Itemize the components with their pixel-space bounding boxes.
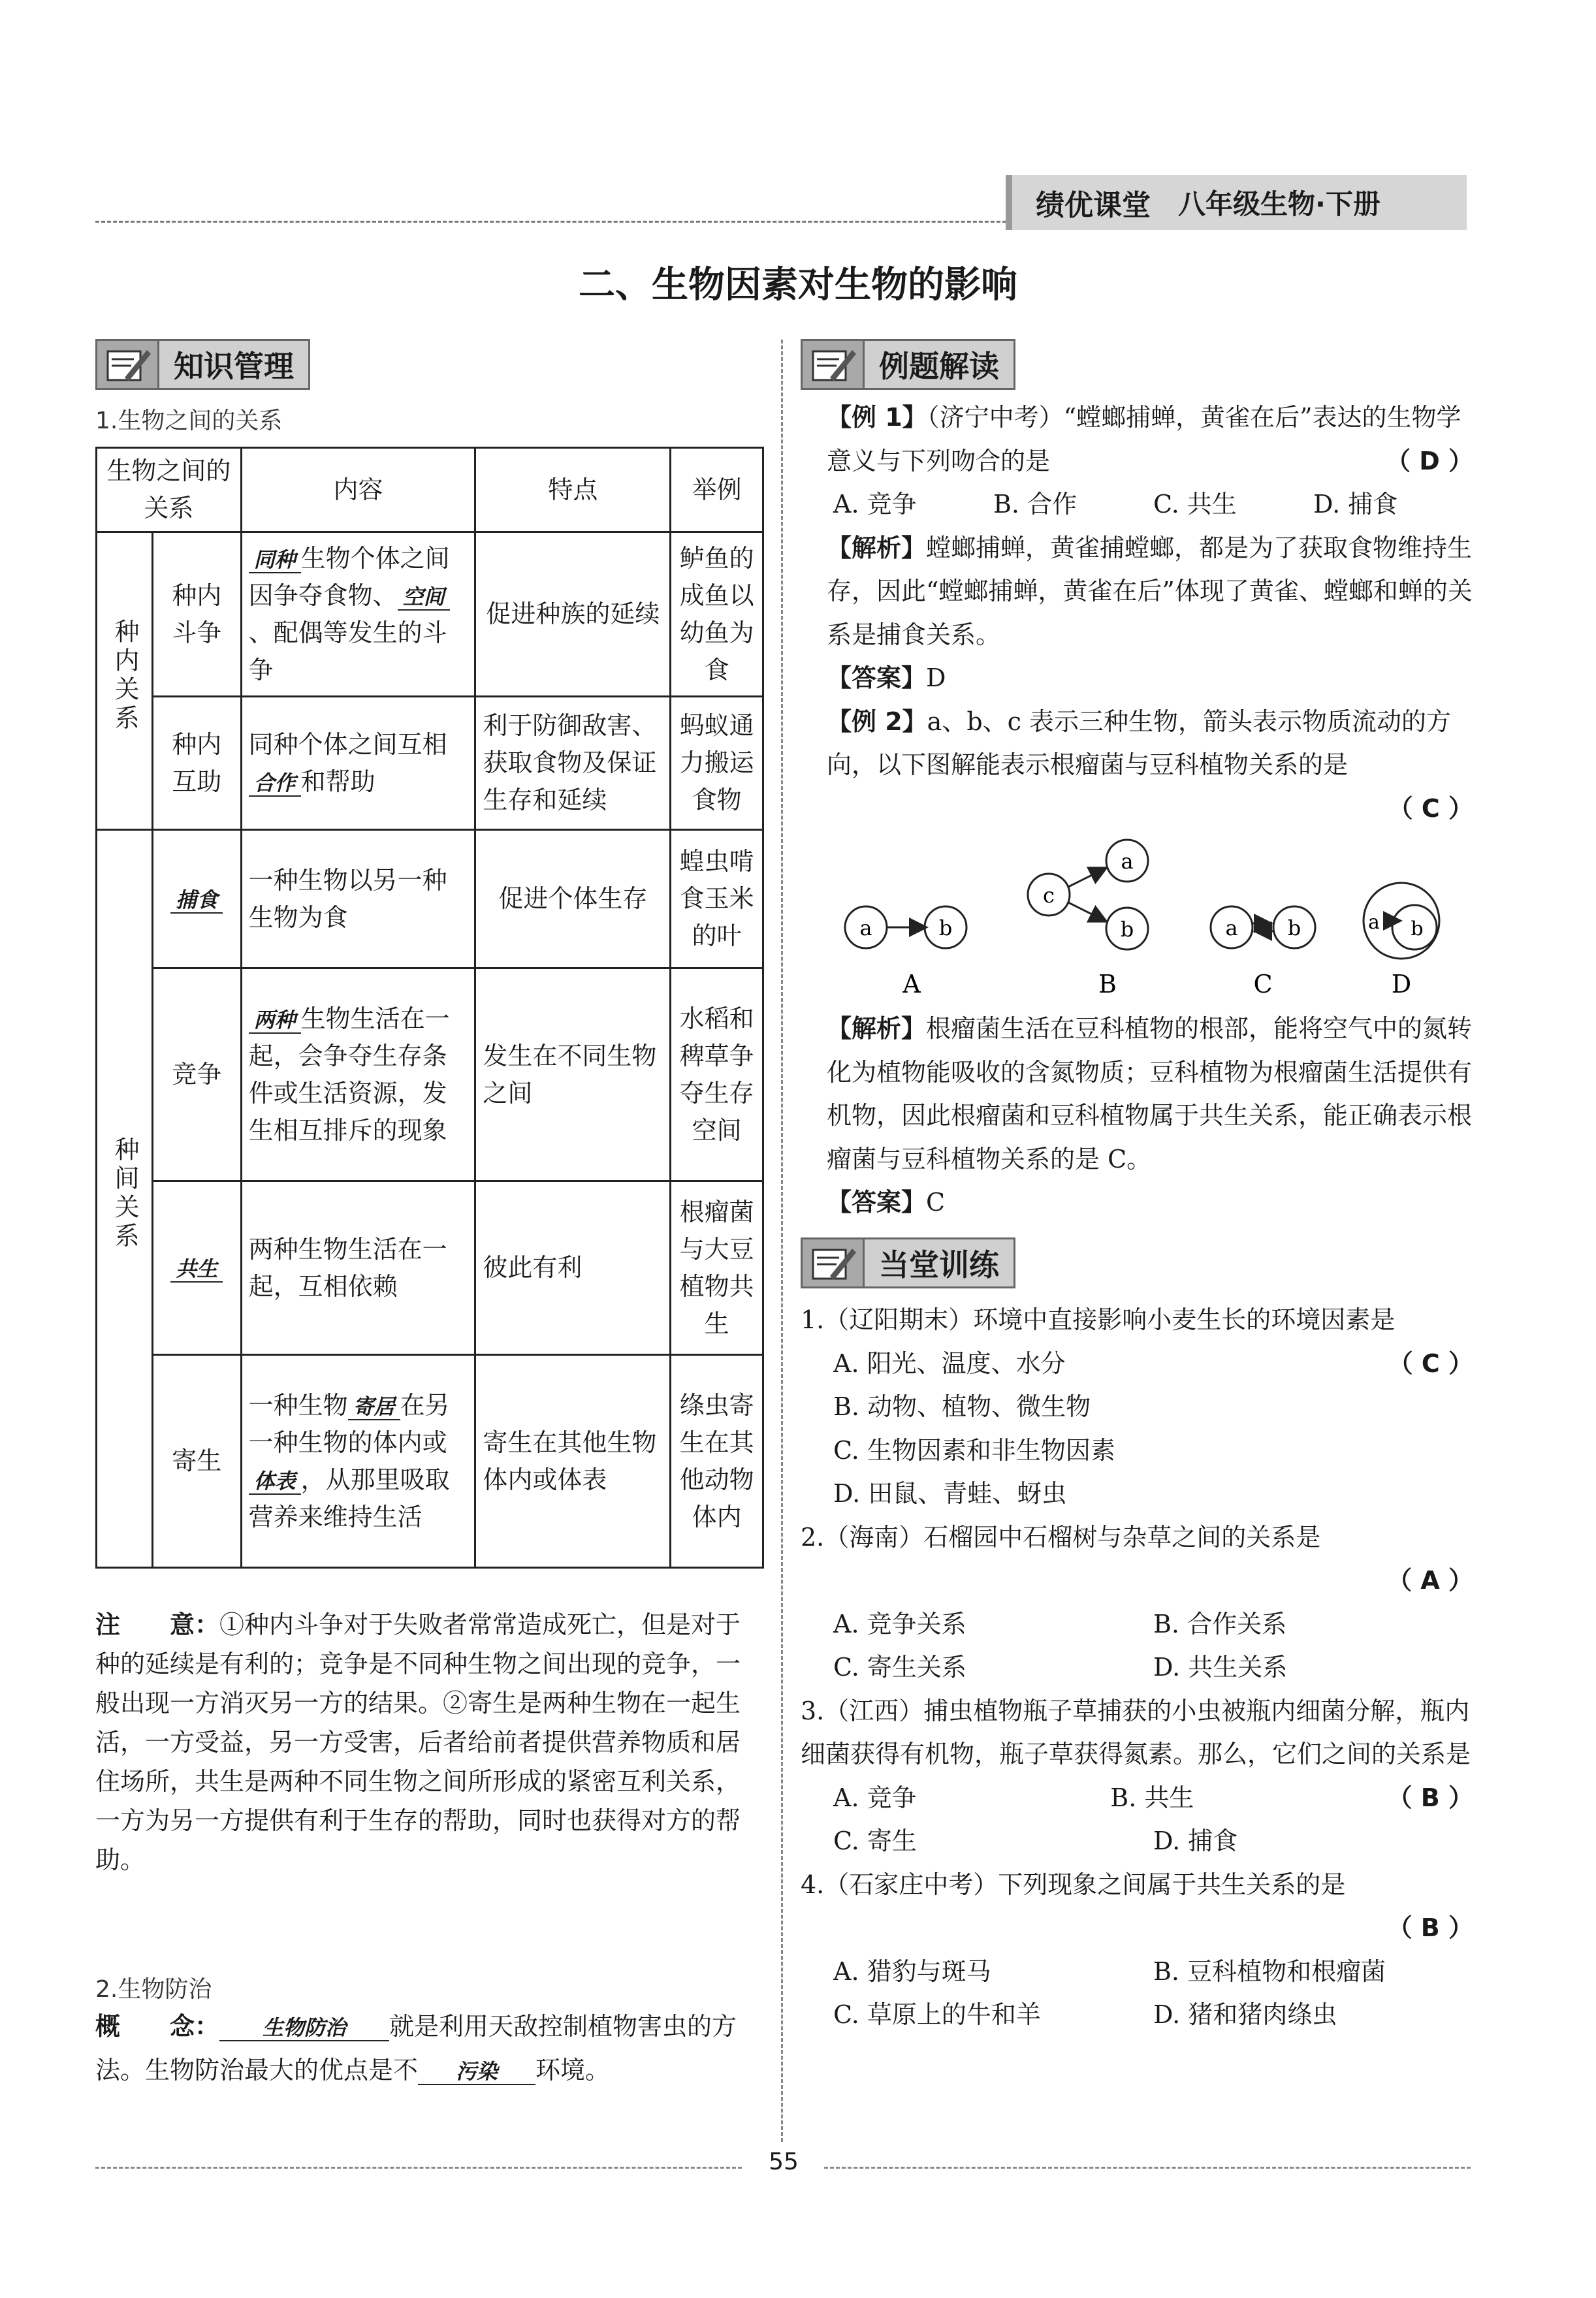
subheading-relations: 1.生物之间的关系 xyxy=(95,407,283,434)
table-header-row xyxy=(97,448,763,532)
option: B. 豆科植物和根瘤菌 xyxy=(1153,1956,1386,1986)
concept-block xyxy=(95,2005,761,2092)
table-row xyxy=(97,697,763,830)
option: D. 捕食 xyxy=(1313,490,1398,519)
row-example: 蝗虫啃食玉米的叶 xyxy=(671,830,763,968)
fill-blank: 同种 xyxy=(249,547,301,573)
concept-end: 环境。 xyxy=(535,2055,611,2084)
section-knowledge xyxy=(95,337,310,392)
fill-blank: 体表 xyxy=(249,1469,301,1495)
page-number: 55 xyxy=(769,2148,799,2175)
ex1-answer-mark: （ D ） xyxy=(1385,446,1473,475)
section-examples xyxy=(801,337,1015,392)
table-row xyxy=(97,968,763,1181)
answer-mark: （ B ） xyxy=(1387,1783,1473,1812)
option: A. 阳光、温度、水分 xyxy=(833,1348,1066,1378)
option: D. 田鼠、青蛙、蚜虫 xyxy=(833,1479,1067,1508)
options-row xyxy=(801,1993,1473,2037)
row-trait: 发生在不同生物之间 xyxy=(475,968,671,1181)
practice-questions xyxy=(801,1298,1473,2037)
option: D. 猪和猪肉绦虫 xyxy=(1153,2000,1337,2029)
ex2-answer-tag: 【答案】 xyxy=(827,1188,927,1217)
pencil-note-icon xyxy=(801,1237,865,1288)
row-content: 同种 生物个体之间因争夺食物、 空间、配偶等发生的斗争 xyxy=(241,532,475,697)
diagram-label: A xyxy=(902,970,921,998)
row-trait: 利于防御敌害、获取食物及保证生存和延续 xyxy=(475,697,671,830)
th-trait: 特点 xyxy=(475,448,671,532)
ex2-analysis: 根瘤菌生活在豆科植物的根部，能将空气中的氮转化为植物能吸收的含氮物质；豆科植物为根瘤菌生活提供有机物，因此根瘤菌和豆科植物属于共生关系，能正确表示根瘤菌与豆科植物关系的是 C。 xyxy=(827,1014,1473,1173)
example-2-analysis xyxy=(801,1007,1473,1224)
option: C. 生物因素和非生物因素 xyxy=(833,1435,1115,1465)
row-content: 一种生物以另一种生物为食 xyxy=(241,830,475,968)
node-label: a xyxy=(1121,849,1134,874)
row-example: 绦虫寄生在其他动物体内 xyxy=(671,1355,763,1568)
diagram-D xyxy=(1364,883,1439,998)
row-example: 蚂蚁通力搬运食物 xyxy=(671,697,763,830)
option: A. 竞争 xyxy=(833,1783,917,1812)
ex2-question: a、b、c 表示三种生物，箭头表示物质流动的方向，以下图解能表示根瘤菌与豆科植物关系的是 xyxy=(827,707,1452,779)
diagram-A xyxy=(845,906,966,998)
option: A. 猎豹与斑马 xyxy=(833,1956,991,1986)
fill-blank: 生物防治 xyxy=(219,2015,389,2041)
footer-rule-right xyxy=(824,2167,1471,2169)
row-example: 根瘤菌与大豆植物共生 xyxy=(671,1181,763,1355)
row-trait: 促进种族的延续 xyxy=(475,532,671,697)
node-label: a xyxy=(859,916,872,940)
column-divider xyxy=(781,340,783,2142)
diagram-label: D xyxy=(1391,970,1412,998)
options-row xyxy=(801,1776,1388,1820)
fill-blank: 污染 xyxy=(418,2059,535,2085)
row-content: 同种个体之间互相合作 和帮助 xyxy=(241,697,475,830)
pencil-note-icon xyxy=(801,339,865,390)
row-trait: 寄生在其他生物体内或体表 xyxy=(475,1355,671,1568)
ex1-options xyxy=(801,483,1473,526)
ex1-question: （济宁中考）“螳螂捕蝉，黄雀在后”表达的生物学意义与下列吻合的是 xyxy=(827,403,1461,475)
subheading-biocontrol: 2.生物防治 xyxy=(95,1976,212,2003)
group-inter: 种间关系 xyxy=(97,830,153,1568)
table-row xyxy=(97,1181,763,1355)
node-label: c xyxy=(1043,883,1055,908)
row-content: 一种生物 寄居 在另一种生物的体内或体表 ，从那里吸取营养来维持生活 xyxy=(241,1355,475,1568)
ex2-answer-mark: （ C ） xyxy=(1388,793,1473,823)
option: C. 寄生关系 xyxy=(833,1653,966,1682)
node-label: a xyxy=(1368,911,1380,934)
row-type: 寄生 xyxy=(152,1355,241,1568)
ex1-tag: 【例 1】 xyxy=(827,403,927,432)
ex1-analysis: 螳螂捕蝉，黄雀捕螳螂，都是为了获取食物维持生存，因此“螳螂捕蝉，黄雀在后”体现了黄雀、螳螂和蝉的关系是捕食关系。 xyxy=(827,533,1473,649)
diagram-label: B xyxy=(1098,970,1117,998)
row-trait: 彼此有利 xyxy=(475,1181,671,1355)
row-content: 两种生物生活在一起，互相依赖 xyxy=(241,1181,475,1355)
option: A. 竞争关系 xyxy=(833,1609,966,1638)
answer-mark: （ C ） xyxy=(1388,1348,1473,1378)
ex2-answer: C xyxy=(926,1188,946,1217)
note-text: ①种内斗争对于失败者常常造成死亡，但是对于种的延续是有利的；竞争是不同种生物之间出现的竞争，一般出现一方消灭另一方的结果。②寄生是两种生物在一起生活，一方受益，另一方受害，后者给前者提供营养物质和居住场所，共生是两种不同生物之间所形成的紧密互利关系，一方为另一方提供有利于生存的帮助，同时也获得对方的帮助。 xyxy=(95,1610,741,1875)
brand-name: 绩优课堂 xyxy=(1036,189,1151,222)
header-badge xyxy=(1006,175,1467,230)
table-row xyxy=(97,1355,763,1568)
example-1 xyxy=(801,396,1473,830)
option: B. 合作 xyxy=(993,490,1077,519)
th-content: 内容 xyxy=(241,448,475,532)
pencil-note-icon xyxy=(95,339,159,390)
relations-table xyxy=(95,447,764,1569)
row-example: 鲈鱼的成鱼以幼鱼为食 xyxy=(671,532,763,697)
section-examples-label: 例题解读 xyxy=(865,339,1015,390)
row-type: 共生 xyxy=(152,1181,241,1355)
th-relation: 生物之间的关系 xyxy=(97,448,242,532)
fill-blank: 空间 xyxy=(398,584,450,611)
option: B. 合作关系 xyxy=(1153,1609,1287,1638)
footer-rule-left xyxy=(95,2167,742,2169)
node-label: b xyxy=(1287,916,1301,940)
option: C. 共生 xyxy=(1153,490,1237,519)
concept-lead: 概 念： xyxy=(95,2012,220,2041)
diagram-label: C xyxy=(1253,970,1273,998)
fill-blank: 合作 xyxy=(249,771,301,797)
answer-mark: （ B ） xyxy=(1387,1913,1473,1942)
th-example: 举例 xyxy=(671,448,763,532)
node-label: b xyxy=(1120,917,1134,942)
options-row xyxy=(801,1819,1473,1863)
node-label: b xyxy=(938,916,953,940)
option: D. 捕食 xyxy=(1153,1827,1238,1855)
table-row xyxy=(97,830,763,968)
options-row xyxy=(801,1646,1473,1689)
page-title: 二、生物因素对生物的影响 xyxy=(579,264,1017,306)
group-intra: 种内关系 xyxy=(97,532,153,830)
row-trait: 促进个体生存 xyxy=(475,830,671,968)
option: C. 寄生 xyxy=(833,1827,917,1855)
row-type: 种内互助 xyxy=(152,697,241,830)
course-name: 八年级生物·下册 xyxy=(1178,188,1381,220)
row-type: 捕食 xyxy=(152,830,241,968)
header-rule xyxy=(95,221,1036,223)
relation-diagram xyxy=(801,829,1473,1006)
option: D. 共生关系 xyxy=(1153,1653,1288,1682)
concept-mid: 就是利用天敌控制植物害虫的方法。生物防治最大的优点是不 xyxy=(95,2012,737,2084)
fill-blank: 两种 xyxy=(249,1008,301,1034)
diagram-C xyxy=(1211,906,1315,998)
option: B. 共生 xyxy=(1110,1783,1194,1812)
question: 3.（江西）捕虫植物瓶子草捕获的小虫被瓶内细菌分解，瓶内细菌获得有机物，瓶子草获得氮素。那么，它们之间的关系是 （ B ） xyxy=(801,1689,1473,1776)
fill-blank: 寄居 xyxy=(348,1394,400,1420)
question: 2.（海南）石榴园中石榴树与杂草之间的关系是 xyxy=(801,1522,1321,1552)
node-label: a xyxy=(1225,916,1238,940)
option: A. 竞争 xyxy=(833,490,917,519)
note-lead: 注 意： xyxy=(95,1610,220,1639)
question: 4.（石家庄中考）下列现象之间属于共生关系的是 xyxy=(801,1870,1346,1899)
question: 1.（辽阳期末）环境中直接影响小麦生长的环境因素是 （ C ） xyxy=(801,1298,1473,1342)
ex1-answer-tag: 【答案】 xyxy=(827,663,927,692)
ex1-analysis-tag: 【解析】 xyxy=(827,533,927,562)
note-block xyxy=(95,1605,761,1879)
options-row xyxy=(801,1603,1473,1646)
option: B. 动物、植物、微生物 xyxy=(833,1392,1091,1421)
answer-mark: （ A ） xyxy=(1387,1566,1473,1595)
table-row xyxy=(97,532,763,697)
node-label: b xyxy=(1411,918,1424,940)
option: C. 草原上的牛和羊 xyxy=(833,2000,1041,2029)
row-example: 水稻和稗草争夺生存空间 xyxy=(671,968,763,1181)
ex2-analysis-tag: 【解析】 xyxy=(827,1014,927,1043)
ex1-answer: D xyxy=(926,663,946,692)
diagram-B xyxy=(1028,840,1148,998)
row-content: 两种 生物生活在一起，会争夺生存条件或生活资源，发生相互排斥的现象 xyxy=(241,968,475,1181)
section-practice xyxy=(801,1236,1015,1290)
row-type: 种内斗争 xyxy=(152,532,241,697)
section-knowledge-label: 知识管理 xyxy=(159,339,310,390)
ex2-tag: 【例 2】 xyxy=(827,707,927,736)
options-row xyxy=(801,1950,1473,1994)
row-type: 竞争 xyxy=(152,968,241,1181)
section-practice-label: 当堂训练 xyxy=(865,1237,1015,1288)
